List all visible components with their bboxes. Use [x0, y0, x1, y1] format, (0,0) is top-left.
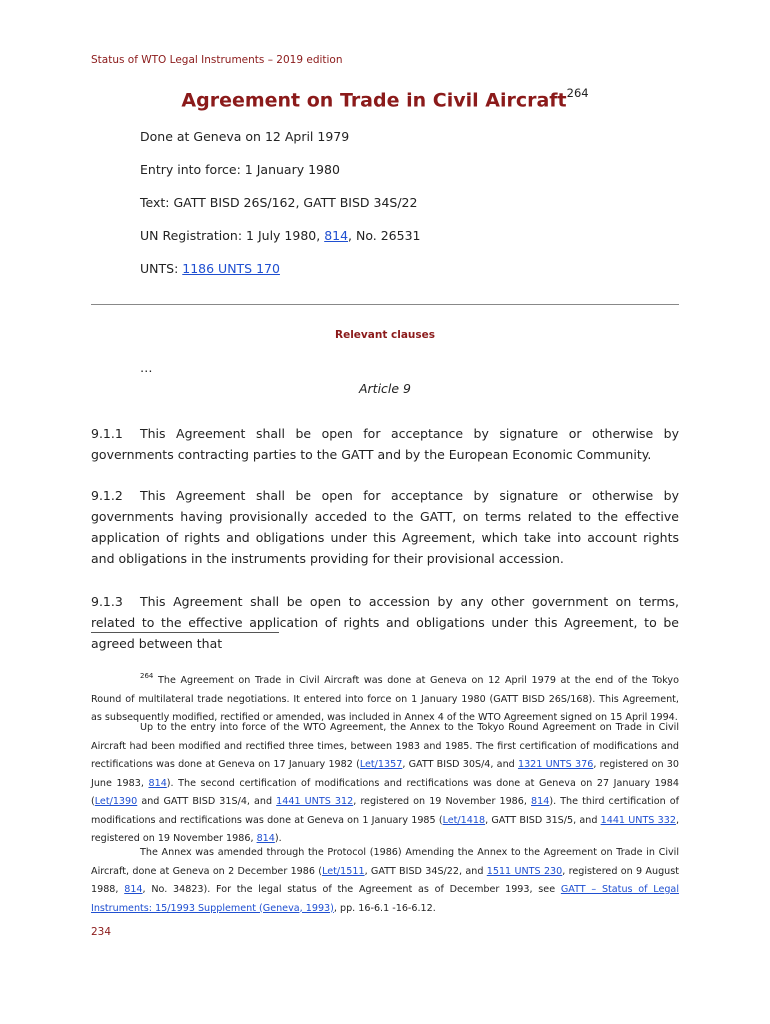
paragraph-text: This Agreement shall be open to accession by any other government on terms, related to the effective application of rights and obligations under this Agreement, to be agreed between that	[91, 594, 679, 651]
relevant-clauses-heading: Relevant clauses	[334, 329, 435, 341]
paragraph-text: This Agreement shall be open for acceptance by signature or otherwise by governments contracting parties to the GATT and by the European Economic Community.	[91, 426, 679, 462]
paragraph-9-1-2	[91, 485, 679, 569]
un-registration-prefix: UN Registration: 1 July 1980,	[140, 228, 325, 243]
paragraph-number: 9.1.3	[91, 594, 123, 609]
let-1511-link[interactable]: Let/1511	[322, 865, 365, 877]
meta-unts	[140, 261, 280, 276]
unts-link[interactable]: 1186 UNTS 170	[182, 261, 280, 276]
footnote-text: , registered on 9 August 1988,	[91, 865, 679, 895]
footnote-separator	[91, 632, 279, 633]
footnote-264-paragraph-2	[91, 719, 679, 849]
omission-ellipsis: …	[140, 360, 153, 375]
meta-un-registration	[140, 228, 420, 243]
title-footnote-ref[interactable]: 264	[566, 86, 589, 100]
footnote-text: , registered on 19 November 1986,	[91, 814, 679, 844]
footnote-text: , registered on 19 November 1986,	[353, 796, 532, 807]
meta-text-reference: Text: GATT BISD 26S/162, GATT BISD 34S/22	[140, 195, 418, 210]
gatt-status-legal-instruments-link[interactable]: GATT – Status of Legal Instruments: 15/1993 Supplement (Geneva, 1993)	[91, 884, 679, 914]
paragraph-text: This Agreement shall be open for acceptance by signature or otherwise by governments having provisionally acceded to the GATT, on terms related to the effective application of rights and obligations under this Agreement, which take into account rights and obligations in the instruments providing for their provisional accession.	[91, 488, 679, 566]
paragraph-number: 9.1.2	[91, 488, 123, 503]
footnote-text: ). The third certification of modifications and rectifications was done at Geneva on 1 January 1985 (	[91, 796, 679, 826]
footnote-text: The Annex was amended through the Protocol (1986) Amending the Annex to the Agreement on Trade in Civil Aircraft, done at Geneva on 2 December 1986 (	[91, 847, 679, 877]
footnote-264-paragraph-3	[91, 844, 679, 918]
unts-volume-814-link[interactable]: 814	[256, 833, 275, 844]
footnote-text: ). The second certification of modifications and rectifications was done at Geneva on 27 January 1984 (	[91, 777, 679, 807]
footnote-text: , GATT BISD 31S/5, and	[485, 814, 601, 826]
footnote-text: , pp. 16-6.1 -16-6.12.	[333, 902, 436, 914]
paragraph-9-1-3	[91, 591, 679, 654]
meta-done: Done at Geneva on 12 April 1979	[140, 129, 350, 144]
paragraph-9-1-1	[91, 423, 679, 465]
let-1418-link[interactable]: Let/1418	[442, 814, 486, 826]
unts-1441-332-link[interactable]: 1441 UNTS 332	[600, 814, 676, 826]
let-1357-link[interactable]: Let/1357	[359, 759, 403, 770]
meta-entry-into-force: Entry into force: 1 January 1980	[140, 162, 340, 177]
unts-prefix: UNTS:	[140, 261, 183, 276]
unts-volume-814-link[interactable]: 814	[531, 796, 550, 807]
running-header: Status of WTO Legal Instruments – 2019 edition	[91, 54, 343, 66]
unts-1321-376-link[interactable]: 1321 UNTS 376	[517, 759, 594, 770]
paragraph-number: 9.1.1	[91, 426, 123, 441]
footnote-text: ).	[274, 833, 282, 844]
un-registration-suffix: , No. 26531	[348, 228, 421, 243]
unts-1511-230-link[interactable]: 1511 UNTS 230	[486, 865, 563, 877]
footnote-text: and GATT BISD 31S/4, and	[137, 796, 277, 807]
unts-volume-814-link[interactable]: 814	[148, 777, 167, 789]
footnote-text: , GATT BISD 30S/4, and	[402, 759, 518, 770]
footnote-text: The Agreement on Trade in Civil Aircraft was done at Geneva on 12 April 1979 at the end of the Tokyo Round of multilateral trade negotiations. It entered into force on 1 January 1980 (GATT BISD 26S/168). This Agreement, as subsequently modified, rectified or amended, was included in Annex 4 of the WTO Agreement signed on 15 April 1994.	[91, 675, 679, 724]
footnote-marker: 264	[140, 672, 154, 680]
footnote-text: , No. 34823). For the legal status of the Agreement as of December 1993, see	[142, 884, 561, 895]
section-divider	[91, 304, 679, 305]
title-text: Agreement on Trade in Civil Aircraft	[181, 89, 567, 112]
footnote-text: Up to the entry into force of the WTO Agreement, the Annex to the Tokyo Round Agreement on Trade in Civil Aircraft had been modified and rectified three times, between 1983 and 1985. The first certification of modifications and rectifications was done at Geneva on 17 January 1982 (	[91, 722, 679, 770]
footnote-text: , registered on 30 June 1983,	[91, 759, 679, 789]
document-title	[0, 88, 770, 111]
unts-volume-814-link[interactable]: 814	[124, 884, 143, 895]
un-registration-volume-link[interactable]: 814	[324, 228, 349, 243]
footnote-text: , GATT BISD 34S/22, and	[364, 865, 487, 877]
article-heading: Article 9	[358, 381, 412, 396]
let-1390-link[interactable]: Let/1390	[94, 796, 138, 807]
unts-1441-312-link[interactable]: 1441 UNTS 312	[276, 796, 354, 807]
page-number: 234	[91, 926, 112, 938]
